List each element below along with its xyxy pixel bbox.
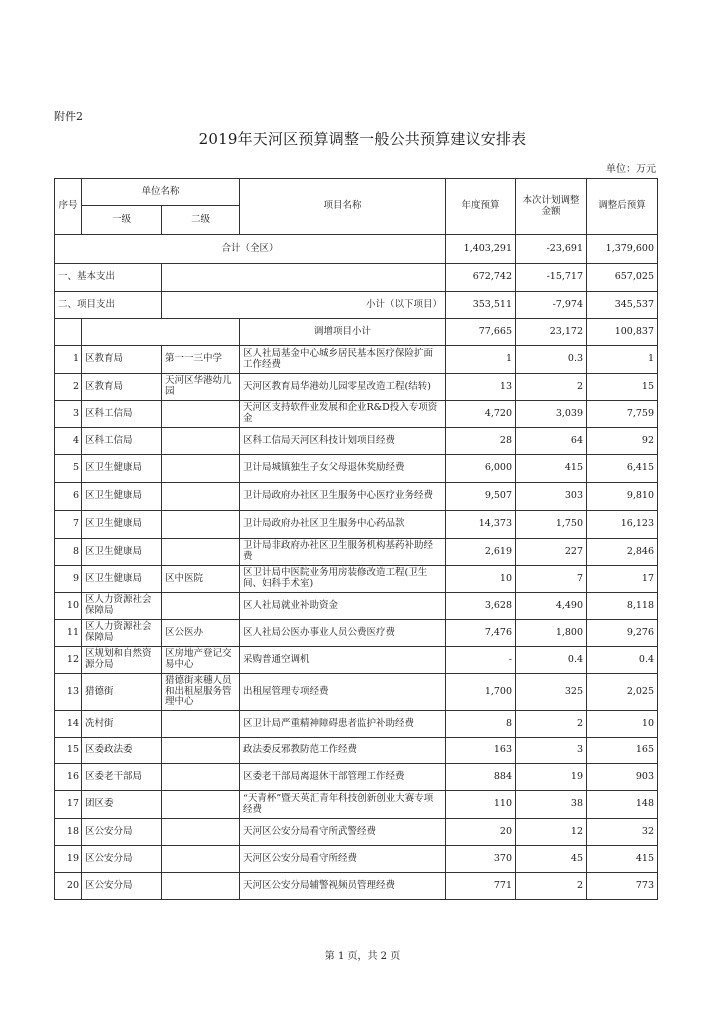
basic-adjust: -15,717 bbox=[516, 264, 587, 292]
table-row bbox=[55, 539, 658, 566]
row-project-name: 区人社局基金中心城乡居民基本医疗保险扩面工作经费 bbox=[240, 346, 446, 374]
row-after-budget: 148 bbox=[587, 791, 658, 819]
header-annual: 年度预算 bbox=[446, 179, 516, 235]
row-level2-unit bbox=[162, 846, 240, 873]
row-annual-budget: 771 bbox=[446, 873, 516, 900]
table-row bbox=[55, 764, 658, 791]
header-adjust: 本次计划调整金额 bbox=[516, 179, 587, 235]
table-row bbox=[55, 593, 658, 620]
row-annual-budget: 884 bbox=[446, 764, 516, 791]
row-after-budget: 2,025 bbox=[587, 674, 658, 711]
table-row bbox=[55, 711, 658, 738]
row-after-budget: 0.4 bbox=[587, 647, 658, 674]
row-level1-unit: 区教育局 bbox=[82, 346, 162, 374]
row-after-budget: 1 bbox=[587, 346, 658, 374]
row-project-name: 区卫计局严重精神障碍患者监护补助经费 bbox=[240, 711, 446, 738]
row-annual-budget: 110 bbox=[446, 791, 516, 819]
row-after-budget: 9,276 bbox=[587, 620, 658, 647]
increase-blank-seq bbox=[55, 319, 82, 346]
row-after-budget: 10 bbox=[587, 711, 658, 738]
project-label: 二、项目支出 bbox=[55, 292, 162, 319]
row-adjust-amount: 415 bbox=[516, 455, 587, 483]
increase-annual: 77,665 bbox=[446, 319, 516, 346]
project-row bbox=[55, 292, 658, 319]
header-level2: 二级 bbox=[162, 206, 240, 235]
row-level1-unit: 冼村街 bbox=[82, 711, 162, 738]
row-level2-unit: 区公医办 bbox=[162, 620, 240, 647]
row-number: 19 bbox=[55, 846, 82, 873]
table-row bbox=[55, 401, 658, 428]
row-annual-budget: 1 bbox=[446, 346, 516, 374]
row-level2-unit bbox=[162, 428, 240, 455]
row-annual-budget: 8 bbox=[446, 711, 516, 738]
row-level2-unit: 区房地产登记交易中心 bbox=[162, 647, 240, 674]
row-adjust-amount: 303 bbox=[516, 483, 587, 511]
row-level2-unit: 区中医院 bbox=[162, 566, 240, 593]
row-after-budget: 15 bbox=[587, 374, 658, 401]
row-level2-unit bbox=[162, 738, 240, 764]
basic-annual: 672,742 bbox=[446, 264, 516, 292]
row-adjust-amount: 1,750 bbox=[516, 511, 587, 539]
total-after: 1,379,600 bbox=[587, 235, 658, 264]
row-annual-budget: 6,000 bbox=[446, 455, 516, 483]
row-level2-unit bbox=[162, 873, 240, 900]
table-row bbox=[55, 346, 658, 374]
row-level1-unit: 团区委 bbox=[82, 791, 162, 819]
row-level1-unit: 区科工信局 bbox=[82, 428, 162, 455]
row-number: 5 bbox=[55, 455, 82, 483]
row-number: 3 bbox=[55, 401, 82, 428]
project-adjust: -7,974 bbox=[516, 292, 587, 319]
row-number: 20 bbox=[55, 873, 82, 900]
row-level1-unit: 区公安分局 bbox=[82, 873, 162, 900]
row-number: 16 bbox=[55, 764, 82, 791]
table-row bbox=[55, 511, 658, 539]
row-project-name: 区人社局公医办事业人员公费医疗费 bbox=[240, 620, 446, 647]
row-project-name: 采购普通空调机 bbox=[240, 647, 446, 674]
row-project-name: 天河区支持软件业发展和企业R&D投入专项资金 bbox=[240, 401, 446, 428]
row-level1-unit: 区公安分局 bbox=[82, 846, 162, 873]
row-level1-unit: 猎德街 bbox=[82, 674, 162, 711]
row-level2-unit bbox=[162, 593, 240, 620]
row-annual-budget: 28 bbox=[446, 428, 516, 455]
row-level1-unit: 区人力资源社会保障局 bbox=[82, 620, 162, 647]
row-level1-unit: 区卫生健康局 bbox=[82, 483, 162, 511]
row-after-budget: 903 bbox=[587, 764, 658, 791]
row-adjust-amount: 2 bbox=[516, 873, 587, 900]
table-row bbox=[55, 483, 658, 511]
row-after-budget: 92 bbox=[587, 428, 658, 455]
row-adjust-amount: 1,800 bbox=[516, 620, 587, 647]
row-level1-unit: 区人力资源社会保障局 bbox=[82, 593, 162, 620]
total-row bbox=[55, 235, 658, 264]
row-after-budget: 8,118 bbox=[587, 593, 658, 620]
row-project-name: 卫计局政府办社区卫生服务中心医疗业务经费 bbox=[240, 483, 446, 511]
row-adjust-amount: 45 bbox=[516, 846, 587, 873]
basic-label: 一、基本支出 bbox=[55, 264, 162, 292]
row-adjust-amount: 12 bbox=[516, 819, 587, 846]
row-level2-unit bbox=[162, 764, 240, 791]
project-annual: 353,511 bbox=[446, 292, 516, 319]
table-row bbox=[55, 620, 658, 647]
row-number: 13 bbox=[55, 674, 82, 711]
increase-after: 100,837 bbox=[587, 319, 658, 346]
table-row bbox=[55, 791, 658, 819]
increase-blank-unit bbox=[82, 319, 240, 346]
row-annual-budget: 10 bbox=[446, 566, 516, 593]
row-number: 8 bbox=[55, 539, 82, 566]
row-number: 9 bbox=[55, 566, 82, 593]
row-level1-unit: 区公安分局 bbox=[82, 819, 162, 846]
row-level2-unit: 天河区华港幼儿园 bbox=[162, 374, 240, 401]
row-annual-budget: 14,373 bbox=[446, 511, 516, 539]
project-sublabel: 小计（以下项目） bbox=[162, 292, 446, 319]
page-footer: 第 1 页，共 2 页 bbox=[324, 951, 401, 962]
row-number: 4 bbox=[55, 428, 82, 455]
row-project-name: 出租屋管理专项经费 bbox=[240, 674, 446, 711]
total-adjust: -23,691 bbox=[516, 235, 587, 264]
header-level1: 一级 bbox=[82, 206, 162, 235]
row-annual-budget: 20 bbox=[446, 819, 516, 846]
row-level2-unit bbox=[162, 539, 240, 566]
row-level2-unit bbox=[162, 711, 240, 738]
table-row bbox=[55, 873, 658, 900]
row-project-name: 天河区教育局华港幼儿园零星改造工程(结转) bbox=[240, 374, 446, 401]
row-after-budget: 165 bbox=[587, 738, 658, 764]
row-level1-unit: 区卫生健康局 bbox=[82, 511, 162, 539]
row-adjust-amount: 3 bbox=[516, 738, 587, 764]
row-level2-unit: 猎德街来穗人员和出租屋服务管理中心 bbox=[162, 674, 240, 711]
row-annual-budget: 1,700 bbox=[446, 674, 516, 711]
row-number: 11 bbox=[55, 620, 82, 647]
project-after: 345,537 bbox=[587, 292, 658, 319]
row-number: 15 bbox=[55, 738, 82, 764]
row-project-name: 卫计局政府办社区卫生服务中心药品款 bbox=[240, 511, 446, 539]
table-row bbox=[55, 846, 658, 873]
row-adjust-amount: 227 bbox=[516, 539, 587, 566]
table-row bbox=[55, 455, 658, 483]
budget-table bbox=[54, 178, 658, 900]
basic-row bbox=[55, 264, 658, 292]
row-project-name: 区人社局就业补助资金 bbox=[240, 593, 446, 620]
row-annual-budget: - bbox=[446, 647, 516, 674]
table-row bbox=[55, 374, 658, 401]
row-annual-budget: 4,720 bbox=[446, 401, 516, 428]
row-level1-unit: 区科工信局 bbox=[82, 401, 162, 428]
row-project-name: 卫计局非政府办社区卫生服务机构基药补助经费 bbox=[240, 539, 446, 566]
row-adjust-amount: 325 bbox=[516, 674, 587, 711]
row-annual-budget: 2,619 bbox=[446, 539, 516, 566]
row-annual-budget: 163 bbox=[446, 738, 516, 764]
row-annual-budget: 370 bbox=[446, 846, 516, 873]
row-number: 14 bbox=[55, 711, 82, 738]
row-level1-unit: 区委政法委 bbox=[82, 738, 162, 764]
attachment-label: 附件2 bbox=[54, 110, 83, 123]
table-row bbox=[55, 647, 658, 674]
row-after-budget: 415 bbox=[587, 846, 658, 873]
increase-label: 调增项目小计 bbox=[240, 319, 446, 346]
table-row bbox=[55, 674, 658, 711]
row-after-budget: 32 bbox=[587, 819, 658, 846]
increase-adjust: 23,172 bbox=[516, 319, 587, 346]
row-after-budget: 2,846 bbox=[587, 539, 658, 566]
row-level2-unit: 第一一三中学 bbox=[162, 346, 240, 374]
row-annual-budget: 13 bbox=[446, 374, 516, 401]
row-adjust-amount: 3,039 bbox=[516, 401, 587, 428]
row-number: 10 bbox=[55, 593, 82, 620]
row-level1-unit: 区委老干部局 bbox=[82, 764, 162, 791]
row-level1-unit: 区卫生健康局 bbox=[82, 539, 162, 566]
row-number: 17 bbox=[55, 791, 82, 819]
row-level1-unit: 区卫生健康局 bbox=[82, 455, 162, 483]
row-adjust-amount: 7 bbox=[516, 566, 587, 593]
row-after-budget: 7,759 bbox=[587, 401, 658, 428]
row-number: 12 bbox=[55, 647, 82, 674]
basic-blank bbox=[162, 264, 446, 292]
increase-row bbox=[55, 319, 658, 346]
header-seq: 序号 bbox=[55, 179, 82, 235]
row-project-name: 天河区公安分局看守所武警经费 bbox=[240, 819, 446, 846]
table-row bbox=[55, 738, 658, 764]
row-adjust-amount: 38 bbox=[516, 791, 587, 819]
row-project-name: 卫计局城镇独生子女父母退休奖励经费 bbox=[240, 455, 446, 483]
row-project-name: “天青杯”暨天英汇青年科技创新创业大赛专项经费 bbox=[240, 791, 446, 819]
row-adjust-amount: 19 bbox=[516, 764, 587, 791]
row-project-name: 区卫计局中医院业务用房装修改造工程(卫生间、妇科手术室) bbox=[240, 566, 446, 593]
row-number: 6 bbox=[55, 483, 82, 511]
row-project-name: 天河区公安分局看守所经费 bbox=[240, 846, 446, 873]
row-after-budget: 17 bbox=[587, 566, 658, 593]
row-adjust-amount: 4,490 bbox=[516, 593, 587, 620]
row-after-budget: 9,810 bbox=[587, 483, 658, 511]
row-adjust-amount: 2 bbox=[516, 711, 587, 738]
header-after: 调整后预算 bbox=[587, 179, 658, 235]
row-level2-unit bbox=[162, 483, 240, 511]
row-adjust-amount: 64 bbox=[516, 428, 587, 455]
row-level2-unit bbox=[162, 791, 240, 819]
row-annual-budget: 9,507 bbox=[446, 483, 516, 511]
unit-label: 单位：万元 bbox=[606, 164, 656, 175]
row-level2-unit bbox=[162, 511, 240, 539]
row-project-name: 政法委反邪教防范工作经费 bbox=[240, 738, 446, 764]
table-row bbox=[55, 566, 658, 593]
row-project-name: 天河区公安分局辅警视频员管理经费 bbox=[240, 873, 446, 900]
row-number: 2 bbox=[55, 374, 82, 401]
row-annual-budget: 7,476 bbox=[446, 620, 516, 647]
row-level1-unit: 区教育局 bbox=[82, 374, 162, 401]
row-after-budget: 773 bbox=[587, 873, 658, 900]
row-annual-budget: 3,628 bbox=[446, 593, 516, 620]
table-row bbox=[55, 819, 658, 846]
row-number: 1 bbox=[55, 346, 82, 374]
row-project-name: 区科工信局天河区科技计划项目经费 bbox=[240, 428, 446, 455]
row-level1-unit: 区卫生健康局 bbox=[82, 566, 162, 593]
row-number: 7 bbox=[55, 511, 82, 539]
row-adjust-amount: 2 bbox=[516, 374, 587, 401]
header-project: 项目名称 bbox=[240, 179, 446, 235]
row-level2-unit bbox=[162, 819, 240, 846]
row-adjust-amount: 0.4 bbox=[516, 647, 587, 674]
total-label: 合计（全区） bbox=[55, 235, 446, 264]
row-level2-unit bbox=[162, 401, 240, 428]
row-number: 18 bbox=[55, 819, 82, 846]
row-after-budget: 16,123 bbox=[587, 511, 658, 539]
row-adjust-amount: 0.3 bbox=[516, 346, 587, 374]
table-row bbox=[55, 428, 658, 455]
row-level1-unit: 区规划和自然资源分局 bbox=[82, 647, 162, 674]
total-annual: 1,403,291 bbox=[446, 235, 516, 264]
row-project-name: 区委老干部局离退休干部管理工作经费 bbox=[240, 764, 446, 791]
row-after-budget: 6,415 bbox=[587, 455, 658, 483]
basic-after: 657,025 bbox=[587, 264, 658, 292]
header-unit-name: 单位名称 bbox=[82, 179, 240, 206]
page-title: 2019年天河区预算调整一般公共预算建议安排表 bbox=[198, 130, 527, 148]
row-level2-unit bbox=[162, 455, 240, 483]
